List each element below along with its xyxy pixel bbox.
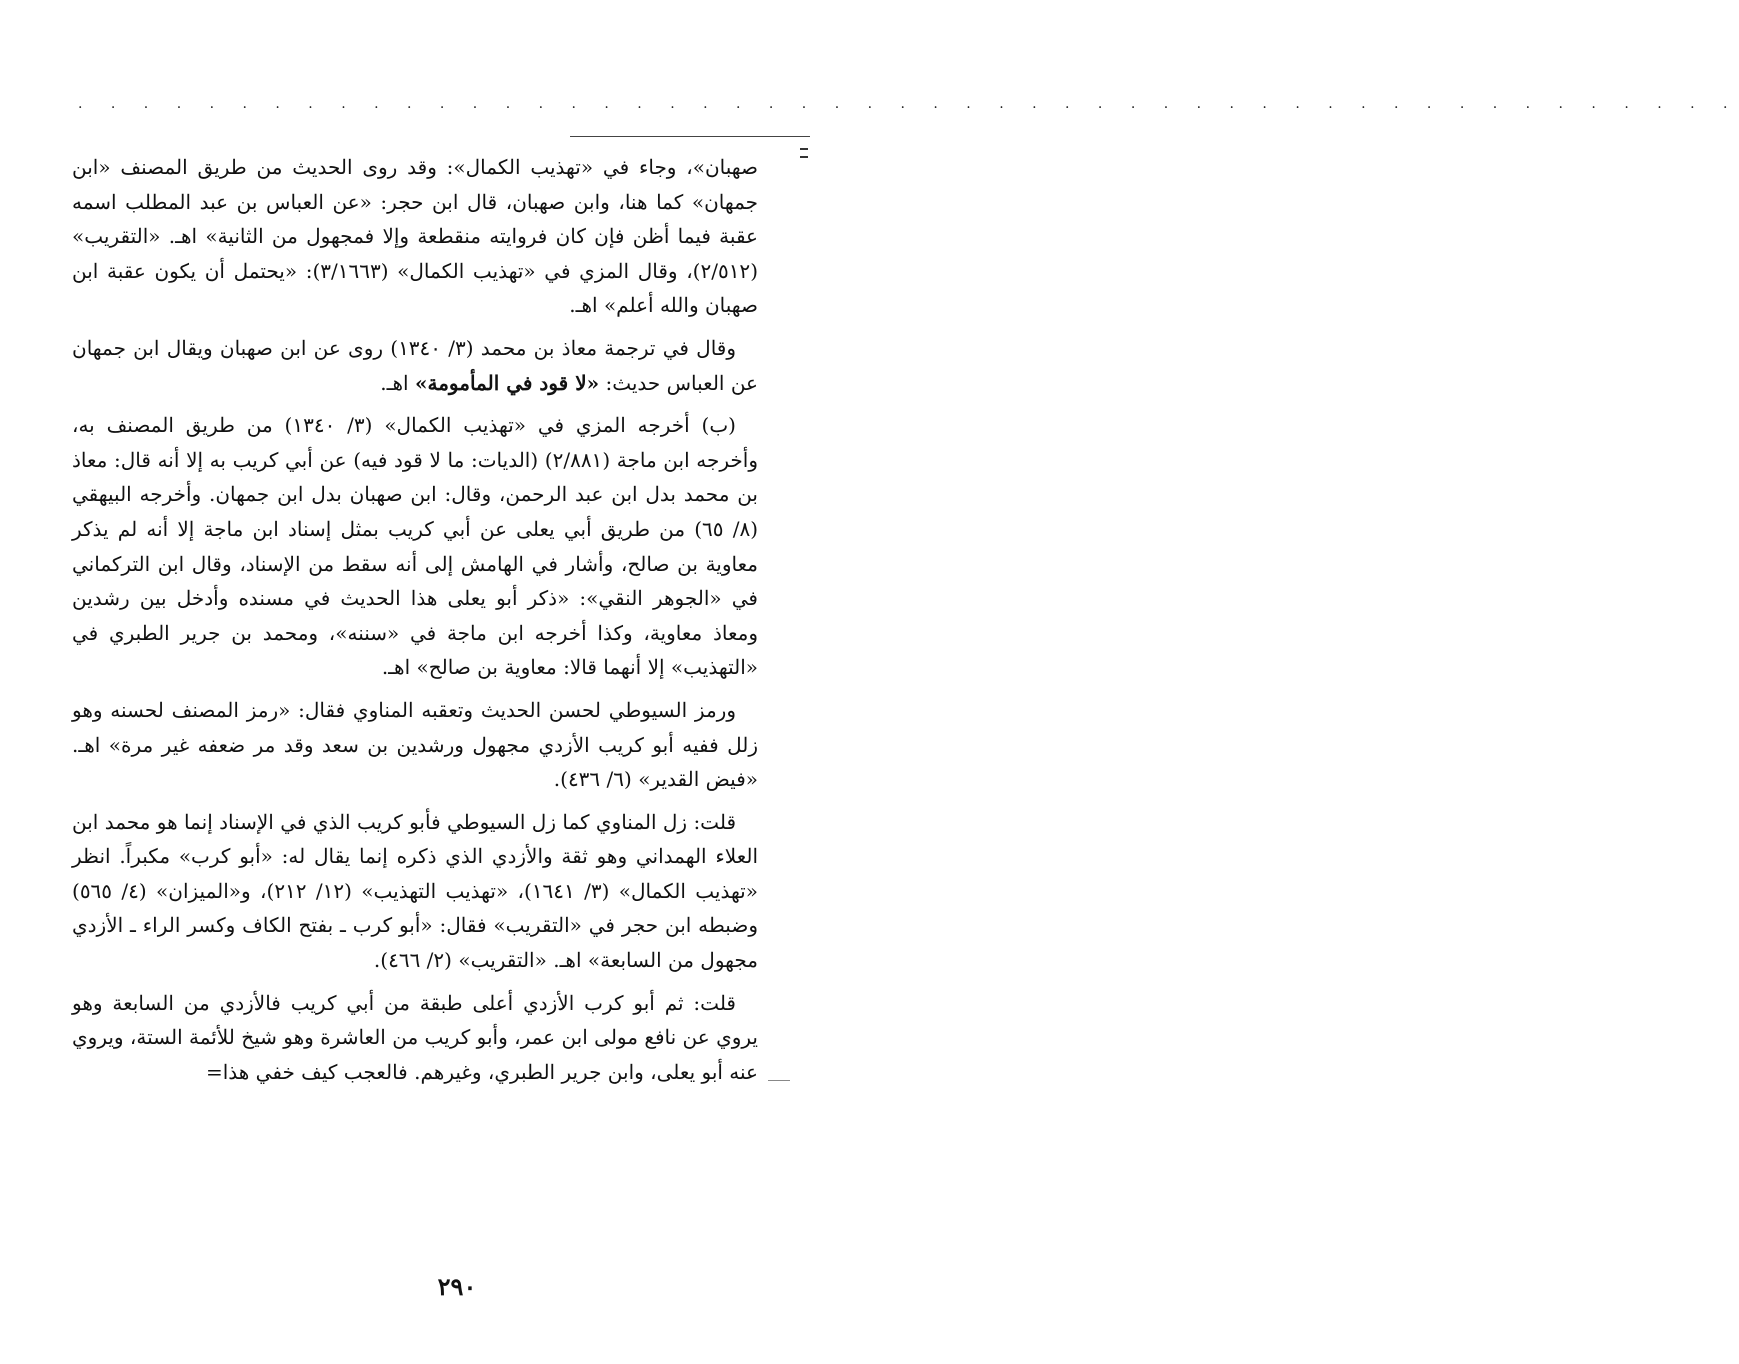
page-number: ٢٩٠ [437, 1272, 477, 1301]
paragraph-6 [72, 986, 758, 1090]
paragraph-4-text: ورمز السيوطي لحسن الحديث وتعقبه المناوي فقال: «رمز المصنف لحسنه وهو زلل ففيه أبو كريب الأزدي مجهول ورشدين بن سعد وقد مر ضعفه غير مرة» اهـ. «فيض القدير» (٦/ ٤٣٦). [72, 697, 758, 792]
paragraph-3-text: (ب) أخرجه المزي في «تهذيب الكمال» (٣/ ١٣٤٠) من طريق المصنف به، وأخرجه ابن ماجة (٢/٨٨١) (الديات: ما لا قود فيه) عن أبي كريب به إلا أنه قال: معاذ بن محمد بدل ابن عبد الرحمن، وقال: ابن صهبان بدل ابن جمهان. وأخرجه البيهقي (٨/ ٦٥) من طريق أبي يعلى عن أبي كريب بمثل إسناد ابن ماجة إلا أنه لم يذكر معاوية بن صالح، وأشار في الهامش إلى أنه سقط من الإسناد، وقال ابن التركماني في «الجوهر النقي»: «ذكر أبو يعلى هذا الحديث في مسنده وأدخل بين رشدين ومعاذ معاوية، وكذا أخرجه ابن ماجة في «سننه»، ومحمد بن جرير الطبري في «التهذيب» إلا أنهما قالا: معاوية بن صالح» اهـ. [72, 413, 758, 680]
paragraph-1 [72, 150, 758, 323]
continuation-mark [800, 148, 808, 158]
paragraph-2-text: وقال في ترجمة معاذ بن محمد (٣/ ١٣٤٠) روى عن ابن صهبان ويقال ابن جمهان عن العباس حديث: [72, 335, 758, 395]
paragraph-3 [72, 408, 758, 685]
footnote-separator [570, 136, 810, 137]
paragraph-2-tail: اهـ. [380, 370, 409, 395]
paragraph-2 [72, 331, 758, 400]
paragraph-2-hadith: «لا قود في المأمومة» [414, 370, 600, 395]
paragraph-4 [72, 693, 758, 797]
footnote-body [72, 150, 758, 1097]
paragraph-5 [72, 805, 758, 978]
margin-line [768, 1080, 790, 1081]
header-dotted-line: . . . . . . . . . . . . . . . . . . . . . . . . . . . . . . . . . . . . . . . . . . . . . . . . . . . [78, 96, 1739, 112]
paragraph-6-text: قلت: ثم أبو كرب الأزدي أعلى طبقة من أبي كريب فالأزدي من السابعة وهو يروي عن نافع مولى ابن عمر، وأبو كريب من العاشرة وهو شيخ للأئمة الستة، ويروي عنه أبو يعلى، وابن جرير الطبري، وغيرهم. فالعجب كيف خفي هذا= [72, 990, 758, 1084]
paragraph-5-text: قلت: زل المناوي كما زل السيوطي فأبو كريب الذي في الإسناد إنما هو محمد ابن العلاء الهمداني وهو ثقة والأزدي الذي ذكره إنما يقال له: «أبو كرب» مكبراً. انظر «تهذيب الكمال» (٣/ ١٦٤١)، «تهذيب التهذيب» (١٢/ ٢١٢)، و«الميزان» (٤/ ٥٦٥) وضبطه ابن حجر في «التقريب» فقال: «أبو كرب ـ بفتح الكاف وكسر الراء ـ الأزدي مجهول من السابعة» اهـ. «التقريب» (٢/ ٤٦٦). [71, 809, 758, 973]
paragraph-1-text: صهبان»، وجاء في «تهذيب الكمال»: وقد روى الحديث من طريق المصنف «ابن جمهان» كما هنا، وابن صهبان، قال ابن حجر: «عن العباس بن عبد المطلب اسمه عقبة فيما أظن فإن كان فروايته منقطعة وإلا فمجهول من الثانية» اهـ. «التقريب» (٢/٥١٢)، وقال المزي في «تهذيب الكمال» (٣/١٦٦٣): «يحتمل أن يكون عقبة ابن صهبان والله أعلم» اهـ. [72, 155, 758, 318]
